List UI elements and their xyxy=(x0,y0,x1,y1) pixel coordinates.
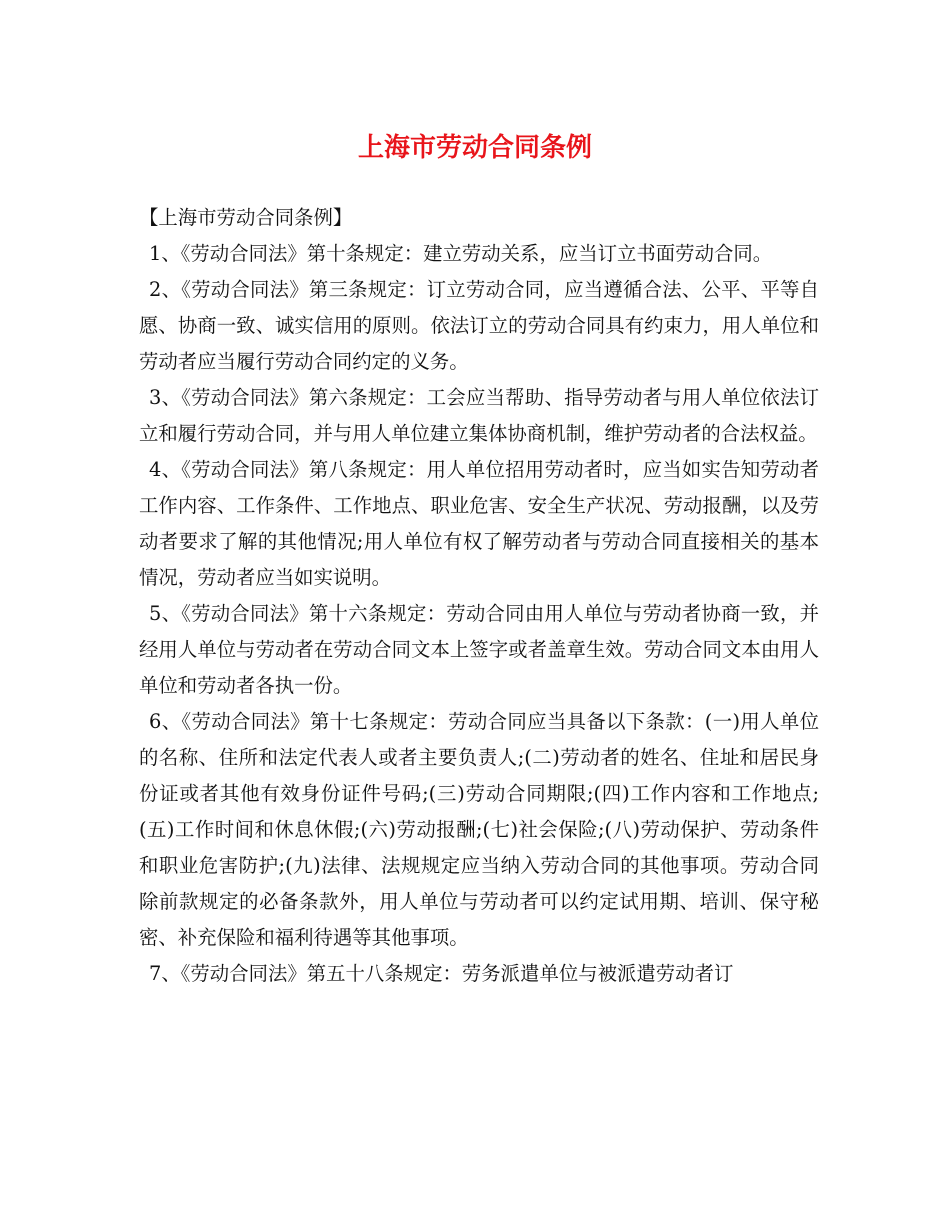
paragraph-5: 5、《劳动合同法》第十六条规定：劳动合同由用人单位与劳动者协商一致，并经用人单位与劳动者在劳动合同文本上签字或者盖章生效。劳动合同文本由用人单位和劳动者各执一份。 xyxy=(139,602,819,697)
paragraph-7: 7、《劳动合同法》第五十八条规定：劳务派遣单位与被派遣劳动者订 xyxy=(149,962,734,985)
section-heading: 【上海市劳动合同条例】 xyxy=(139,206,353,229)
paragraph-6: 6、《劳动合同法》第十七条规定：劳动合同应当具备以下条款：(一)用人单位的名称、住所和法定代表人或者主要负责人;(二)劳动者的姓名、住址和居民身份证或者其他有效身份证件号码;(三)劳动合同期限;(四)工作内容和工作地点;(五)工作时间和休息休假;(六)劳动报酬;(七)社会保险;(八)劳动保护、劳动条件和职业危害防护;(九)法律、法规规定应当纳入劳动合同的其他事项。劳动合同除前款规定的必备条款外，用人单位与劳动者可以约定试用期、培训、保守秘密、补充保险和福利待遇等其他事项。 xyxy=(139,710,819,949)
paragraph-2: 2、《劳动合同法》第三条规定：订立劳动合同，应当遵循合法、公平、平等自愿、协商一致、诚实信用的原则。依法订立的劳动合同具有约束力，用人单位和劳动者应当履行劳动合同约定的义务。 xyxy=(139,278,819,373)
document-body xyxy=(139,200,819,992)
document-title: 上海市劳动合同条例 xyxy=(357,133,592,163)
paragraph-4: 4、《劳动合同法》第八条规定：用人单位招用劳动者时，应当如实告知劳动者工作内容、工作条件、工作地点、职业危害、安全生产状况、劳动报酬，以及劳动者要求了解的其他情况;用人单位有权了解劳动者与劳动合同直接相关的基本情况，劳动者应当如实说明。 xyxy=(139,458,819,589)
paragraph-1: 1、《劳动合同法》第十条规定：建立劳动关系，应当订立书面劳动合同。 xyxy=(149,242,773,265)
paragraph-3: 3、《劳动合同法》第六条规定：工会应当帮助、指导劳动者与用人单位依法订立和履行劳动合同，并与用人单位建立集体协商机制，维护劳动者的合法权益。 xyxy=(139,386,819,445)
